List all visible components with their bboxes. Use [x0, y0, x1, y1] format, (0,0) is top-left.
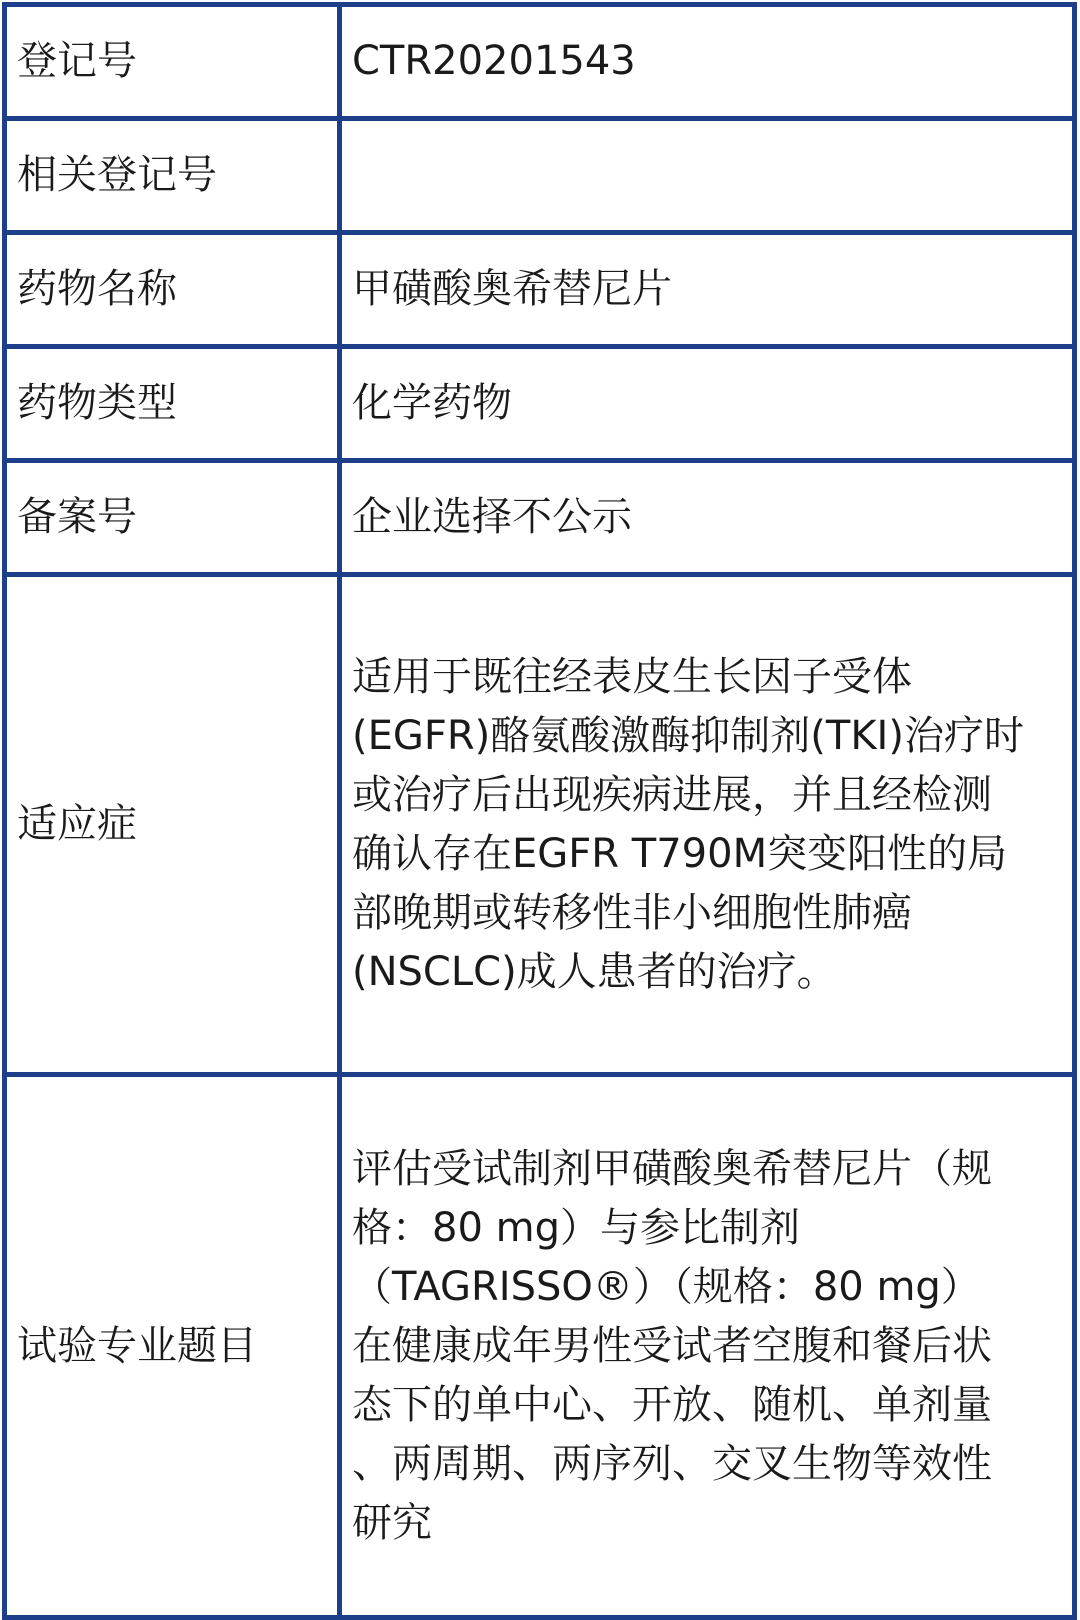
registration-number-text: CTR20201543 — [352, 38, 636, 84]
trial-registry-table — [2, 2, 1077, 1620]
value-drug-name — [340, 233, 1075, 347]
row-registration-number — [5, 5, 1075, 119]
label-drug-type: 药物类型 — [5, 347, 340, 461]
value-drug-type — [340, 347, 1075, 461]
value-registration-number — [340, 5, 1075, 119]
row-indication — [5, 575, 1075, 1075]
row-drug-name — [5, 233, 1075, 347]
filing-number-text: 企业选择不公示 — [352, 494, 632, 540]
indication-text: 适用于既往经表皮生长因子受体 (EGFR)酪氨酸激酶抑制剂(TKI)治疗时 或治疗后出现疾病进展，并且经检测 确认存在EGFR T790M突变阳性的局 部晚期或转移性非小细胞性肺癌 (NSCLC)成人患者的治疗。 — [352, 653, 1024, 995]
row-scientific-title — [5, 1075, 1075, 1618]
value-filing-number — [340, 461, 1075, 575]
scientific-title-text: 评估受试制剂甲磺酸奥希替尼片（规 格：80 mg）与参比制剂 （TAGRISSO®）（规格：80 mg） 在健康成年男性受试者空腹和餐后状 态下的单中心、开放、随机、单剂量 、两周期、两序列、交叉生物等效性 研究 — [352, 1145, 992, 1546]
label-related-registration-number: 相关登记号 — [5, 119, 340, 233]
label-filing-number: 备案号 — [5, 461, 340, 575]
drug-name-text: 甲磺酸奥希替尼片 — [352, 266, 672, 312]
row-drug-type — [5, 347, 1075, 461]
drug-type-text: 化学药物 — [352, 380, 512, 426]
row-related-registration-number — [5, 119, 1075, 233]
value-related-registration-number — [340, 119, 1075, 233]
label-scientific-title: 试验专业题目 — [5, 1075, 340, 1618]
row-filing-number — [5, 461, 1075, 575]
value-indication — [340, 575, 1075, 1075]
label-drug-name: 药物名称 — [5, 233, 340, 347]
value-scientific-title — [340, 1075, 1075, 1618]
label-indication: 适应症 — [5, 575, 340, 1075]
label-registration-number: 登记号 — [5, 5, 340, 119]
